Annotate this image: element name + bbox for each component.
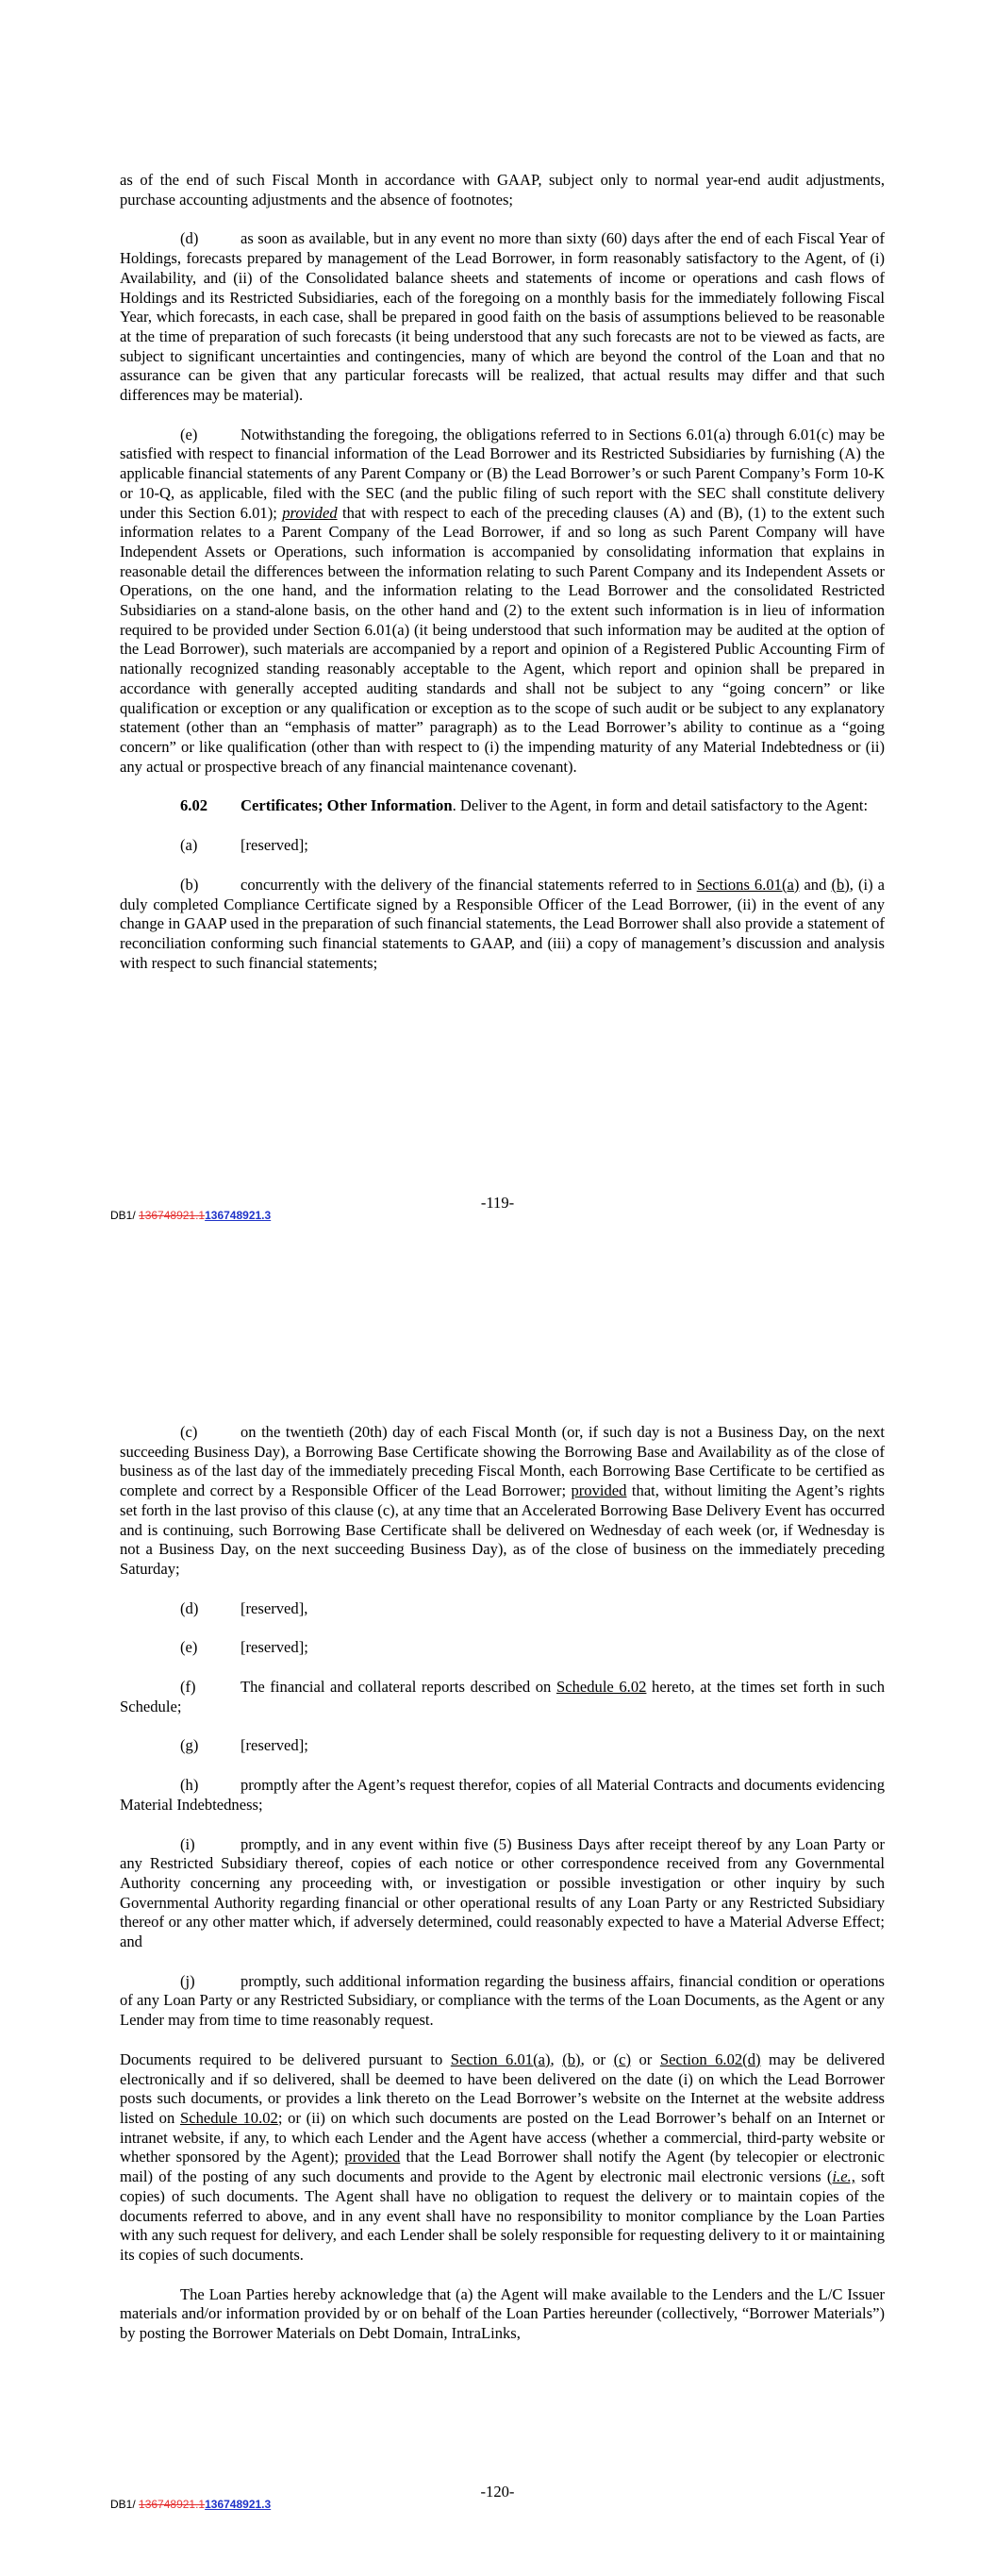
acknowledgement-paragraph: [120, 2285, 885, 2344]
text: as of the end of such Fiscal Month in accordance with GAAP, subject only to normal year-end audit adjustments, purchase accounting adjustments and the absence of footnotes;: [120, 171, 885, 209]
paragraph-text: , or: [580, 2049, 606, 2068]
clause-text: promptly after the Agent’s request therefor, copies of all Material Contracts and documents evidencing Material Indebtedness;: [120, 1776, 885, 1814]
paragraph-text: that the Lead Borrower shall notify the Agent (by telecopier or electronic mail) of the posting of any such documents and provide to the Agent by electronic mail electronic versions (: [120, 2148, 885, 2186]
clause-number: (e): [180, 425, 198, 443]
document-id-footer: [110, 1209, 271, 1222]
cross-reference[interactable]: Section 6.02(d): [659, 2049, 761, 2068]
paragraph-text: ,: [550, 2049, 555, 2068]
document-id-footer: [110, 2498, 271, 2511]
page-120-body: [120, 1423, 885, 2344]
footer-inserted-id: 136748921.3: [205, 1209, 272, 1222]
latin-abbreviation: i.e.,: [832, 2167, 855, 2186]
footer-prefix: DB1/: [110, 1209, 136, 1222]
paragraph-text: The Loan Parties hereby acknowledge that (a) the Agent will make available to the Lenders and the L/C Issuer materials and/or information provided by or on behalf of the Loan Parties hereunder (collectively, “Borrower Materials”) by posting the Borrower Materials on Debt Domain, IntraLinks,: [120, 2284, 885, 2343]
cross-reference[interactable]: (b): [831, 875, 850, 894]
clause-text: hereto, at the times set forth in such Schedule;: [120, 1678, 886, 1715]
clause-text: concurrently with the delivery of the financial statements referred to in: [240, 875, 692, 894]
clause-d: [120, 229, 885, 405]
page-119-body: [120, 171, 885, 973]
clause-text: promptly, and in any event within five (5) Business Days after receipt thereof by any Loan Party or any Restricted Subsidiary thereof, copies of each notice or other correspondence received from any Governmental Authority concerning any proceeding with, or investigation or possible investigation or other inquiry by such Governmental Authority regarding financial or other operational results of any Loan Party or any Restricted Subsidiary thereof or any other matter which, if adversely determined, could reasonably expected to have a Material Adverse Effect; and: [120, 1834, 885, 1951]
clause-number: (e): [180, 1638, 198, 1657]
clause-602-j: [120, 1972, 885, 2031]
clause-602-e: [120, 1638, 885, 1658]
page-number: -120-: [480, 2483, 515, 2501]
clause-602-b: [120, 876, 885, 974]
clause-text: promptly, such additional information regarding the business affairs, financial condition or operations of any Loan Party or any Restricted Subsidiary, or compliance with the terms of the Loan Documents, as the Agent or any Lender may from time to time reasonably request.: [120, 1971, 885, 2030]
clause-602-f: [120, 1678, 885, 1716]
clause-text: on the twentieth (20th) day of each Fiscal Month (or, if such day is not a Business Day, on the next succeeding Business Day), a Borrowing Base Certificate showing the Borrowing Base and Availability as of the close of business as of the last day of the immediately preceding Fiscal Month, each Borrowing Base Certificate to be certified as complete and correct by a Responsible Officer of the Lead Borrower;: [120, 1423, 885, 1500]
clause-602-g: [120, 1736, 885, 1756]
clause-number: (d): [180, 229, 199, 248]
clause-602-d: [120, 1599, 885, 1619]
section-602-heading: [120, 796, 885, 816]
footer-deleted-id: 136748921.1: [139, 1209, 206, 1222]
clause-text: , (i) a duly completed Compliance Certificate signed by a Responsible Officer of the Lead Borrower, (ii) in the event of any change in GAAP used in the preparation of such financial statements, the Lead Borrower shall also provide a statement of reconciliation conforming such financial statements to GAAP, and (iii) a copy of management’s discussion and analysis with respect to such financial statements;: [120, 875, 886, 972]
clause-text: The financial and collateral reports described on: [240, 1678, 552, 1697]
clause-text: that with respect to each of the preceding clauses (A) and (B), (1) to the extent such information relates to a Parent Company of the Lead Borrower, if and so long as such Parent Company will have Independent Assets or Operations, such information is accompanied by consolidating information that explains in reasonable detail the differences between the information relating to such Parent Company and its Independent Assets or Operations, on the one hand, and the information relating to the Lead Borrower and the consolidated Restricted Subsidiaries on a stand-alone basis, on the other hand and (2) to the extent such information is in lieu of information required to be provided under Section 6.01(a) (it being understood that such information may be audited at the option of the Lead Borrower), such materials are accompanied by a report and opinion of a Registered Public Accounting Firm of nationally recognized standing reasonably acceptable to the Agent, which report and opinion shall be prepared in accordance with generally accepted auditing standards and shall not be subject to any “going concern” or like qualification or exception or any qualification or exception as to the scope of such audit or be subject to any explanatory statement (other than an “emphasis of matter” paragraph) as to the Lead Borrower’s ability to continue as a “going concern” or like qualification (other than with respect to (i) the impending maturity of any Material Indebtedness or (ii) any actual or prospective breach of any financial maintenance covenant).: [120, 503, 885, 776]
clause-text: [reserved];: [240, 836, 308, 855]
clause-text: [reserved];: [240, 1736, 308, 1755]
proviso-term: provided: [282, 503, 338, 522]
clause-number: (c): [180, 1423, 198, 1441]
cross-reference[interactable]: Schedule 10.02: [179, 2108, 278, 2127]
clause-number: (j): [180, 1971, 195, 1990]
clause-number: (d): [180, 1598, 199, 1617]
clause-text: Notwithstanding the foregoing, the obligations referred to in Sections 6.01(a) through 6.01(c) may be satisfied with respect to financial information of the Lead Borrower and its Restricted Subsidiaries by furnishing (A) the applicable financial statements of any Parent Company or (B) the Lead Borrower’s or such Parent Company’s Form 10-K or 10-Q, as applicable, filed with the SEC (and the public filing of such report with the SEC shall constitute delivery under this Section 6.01);: [120, 425, 885, 522]
clause-number: (g): [180, 1736, 199, 1755]
page-number: -119-: [480, 1194, 515, 1212]
proviso-term: provided: [344, 2148, 401, 2166]
clause-number: (f): [180, 1678, 196, 1697]
clause-text: [reserved],: [240, 1598, 308, 1617]
paragraph-text: soft copies) of such documents. The Agent shall have no obligation to request the delivery or to maintain copies of the documents referred to above, and in any event shall have no responsibility to monitor compliance by the Loan Parties with any such request for delivery, and each Lender shall be solely responsible for requesting delivery to it or maintaining its copies of such documents.: [120, 2167, 885, 2264]
clause-number: (i): [180, 1834, 195, 1853]
clause-602-a: [120, 836, 885, 856]
section-number: 6.02: [180, 796, 208, 815]
paragraph-text: or: [638, 2049, 653, 2068]
footer-inserted-id: 136748921.3: [205, 2498, 272, 2511]
cross-reference[interactable]: Schedule 6.02: [556, 1678, 647, 1697]
paragraph-text: may be delivered electronically and if so delivered, shall be deemed to have been delivered on the date (i) on which the Lead Borrower posts such documents, or provides a link thereto on the Lead Borrower’s website on the Internet at the website address listed on: [120, 2049, 886, 2127]
clause-text: and: [804, 875, 827, 894]
clause-text: [reserved];: [240, 1638, 308, 1657]
paragraph-text: ; or (ii) on which such documents are posted on the Lead Borrower’s behalf on an Internet or intranet website, if any, to which each Lender and the Agent have access (whether a commercial, third-party website or whether sponsored by the Agent);: [120, 2108, 885, 2166]
cross-reference[interactable]: Section 6.01(a): [450, 2049, 551, 2068]
footer-prefix: DB1/: [110, 2498, 136, 2511]
section-title: Certificates; Other Information: [240, 796, 453, 815]
cross-reference[interactable]: (b): [562, 2049, 581, 2068]
cross-reference[interactable]: Sections 6.01(a): [696, 875, 800, 894]
paragraph-continuation: [120, 171, 885, 209]
clause-number: (b): [180, 875, 199, 894]
clause-number: (a): [180, 836, 198, 855]
clause-602-h: [120, 1776, 885, 1815]
page-120: [0, 1288, 995, 2576]
clause-text: as soon as available, but in any event no more than sixty (60) days after the end of each Fiscal Year of Holdings, forecasts prepared by management of the Lead Borrower, in form reasonably satisfactory to the Agent, of (i) Availability, and (ii) of the Consolidated balance sheets and statements of income or operations and cash flows of Holdings and its Restricted Subsidiaries, each of the foregoing on a monthly basis for the immediately following Fiscal Year, which forecasts, in each case, shall be prepared in good faith on the basis of assumptions believed to be reasonable at the time of preparation of such forecasts (it being understood that any such forecasts are not to be viewed as facts, are subject to significant uncertainties and contingencies, many of which are beyond the control of the Loan and that no assurance can be given that any particular forecasts will be realized, that actual results may differ and that such differences may be material).: [120, 229, 885, 405]
proviso-term: provided: [571, 1481, 627, 1500]
clause-text: that, without limiting the Agent’s rights set forth in the last proviso of this clause (c), at any time that an Accelerated Borrowing Base Delivery Event has occurred and is continuing, such Borrowing Base Certificate shall be delivered on Wednesday of each week (or, if Wednesday is not a Business Day, on the next succeeding Business Day), as of the close of business on the immediately preceding Saturday;: [120, 1481, 886, 1578]
paragraph-text: Documents required to be delivered pursuant to: [120, 2049, 443, 2068]
clause-e: [120, 426, 885, 778]
cross-reference[interactable]: (c): [613, 2049, 631, 2068]
clause-602-c: [120, 1423, 885, 1580]
footer-deleted-id: 136748921.1: [139, 2498, 206, 2511]
clause-number: (h): [180, 1776, 199, 1795]
clause-602-i: [120, 1835, 885, 1952]
electronic-delivery-paragraph: [120, 2050, 885, 2266]
section-text: . Deliver to the Agent, in form and detail satisfactory to the Agent:: [452, 796, 869, 815]
